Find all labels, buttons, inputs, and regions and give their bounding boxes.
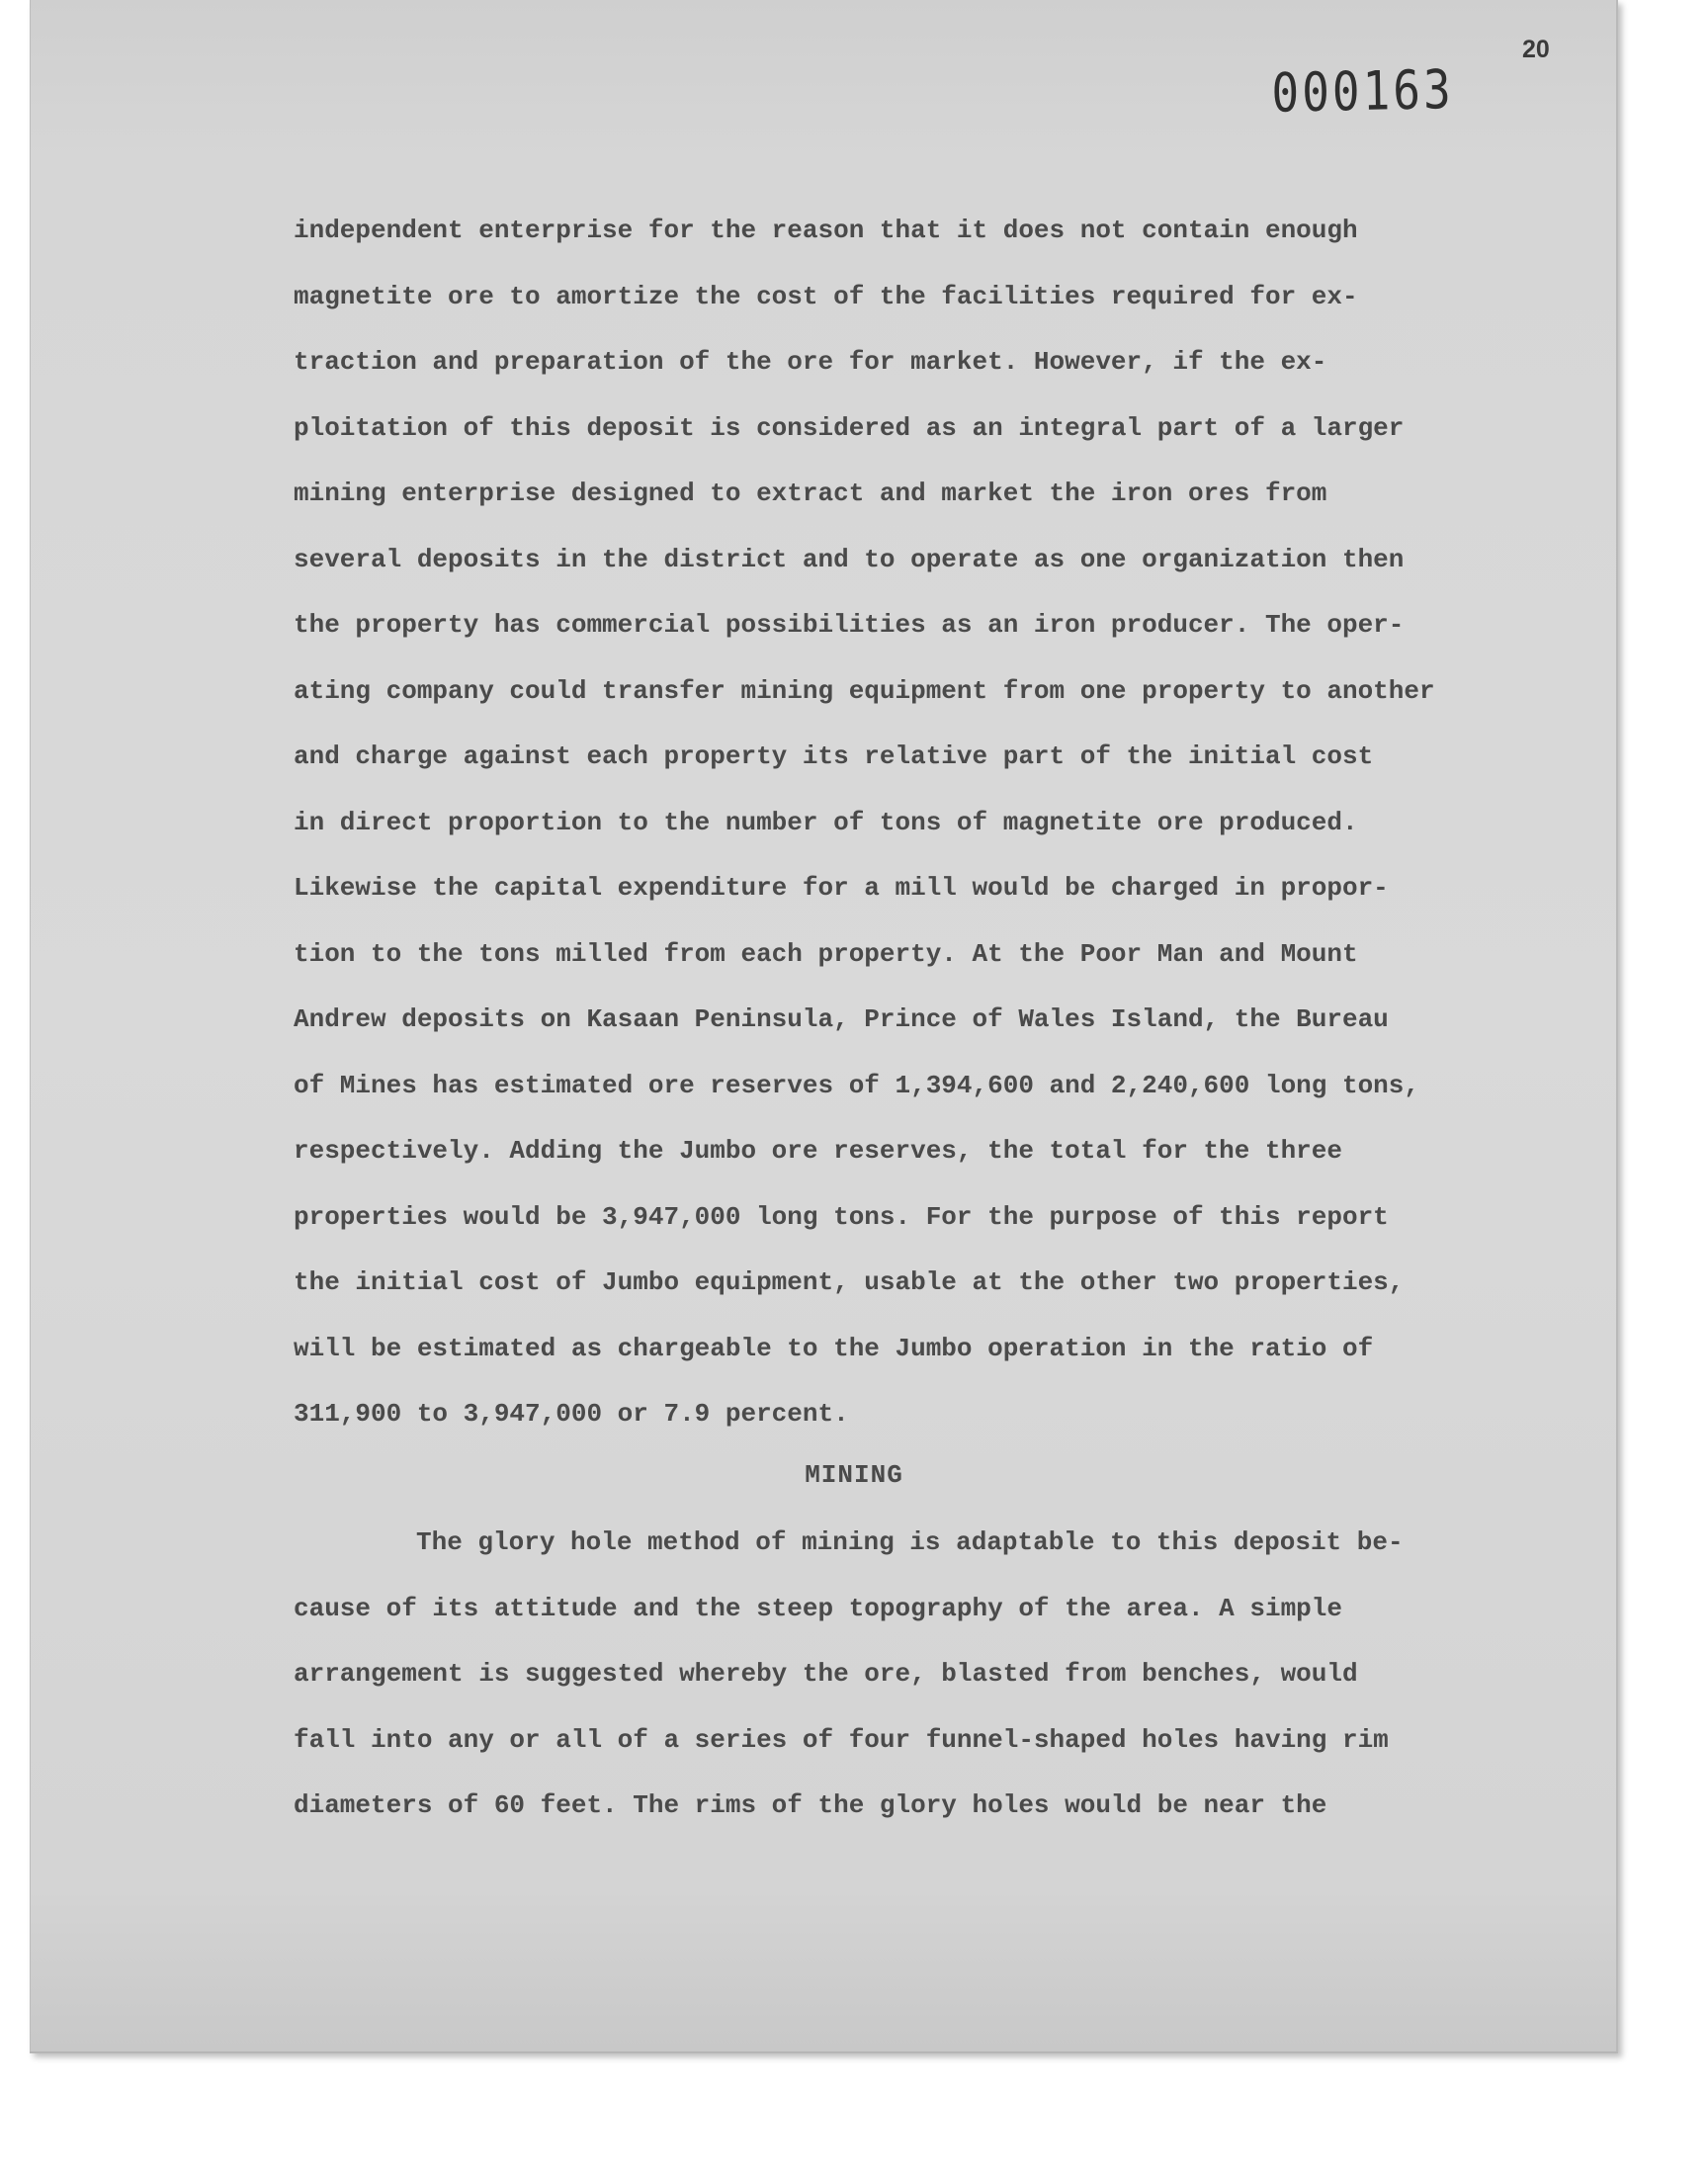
text-line: independent enterprise for the reason that it does not contain enough [294,216,1358,245]
text-line: and charge against each property its relative part of the initial cost [294,741,1374,771]
text-line: traction and preparation of the ore for market. However, if the ex- [294,347,1327,377]
page-number: 20 [1522,36,1550,63]
text-line: in direct proportion to the number of tons of magnetite ore produced. [294,807,1358,837]
text-line: Andrew deposits on Kasaan Peninsula, Prince of Wales Island, the Bureau [294,1004,1389,1034]
text-line: magnetite ore to amortize the cost of the facilities required for ex- [294,281,1358,311]
section-heading-mining: MINING [805,1460,903,1490]
text-line: mining enterprise designed to extract and market the iron ores from [294,478,1327,508]
text-line: ploitation of this deposit is considered as an integral part of a larger [294,412,1405,443]
text-line: the property has commercial possibilities as an iron producer. The oper- [294,610,1405,640]
text-line: will be estimated as chargeable to the Jumbo operation in the ratio of [294,1333,1374,1363]
text-line: arrangement is suggested whereby the ore, blasted from benches, would [294,1659,1358,1689]
text-line: The glory hole method of mining is adaptable to this deposit be- [416,1527,1404,1557]
text-line: properties would be 3,947,000 long tons. For the purpose of this report [294,1201,1389,1232]
document-stamp-number: 000163 [1271,57,1455,125]
text-line: the initial cost of Jumbo equipment, usable at the other two properties, [294,1267,1405,1297]
text-line: several deposits in the district and to operate as one organization then [294,544,1405,574]
text-line: respectively. Adding the Jumbo ore reserves, the total for the three [294,1136,1342,1166]
text-line: fall into any or all of a series of four funnel-shaped holes having rim [294,1724,1389,1755]
paragraph-mining [294,1510,1539,1839]
text-line: of Mines has estimated ore reserves of 1,394,600 and 2,240,600 long tons, [294,1070,1419,1100]
paragraph-intro [294,198,1539,1447]
text-line: 311,900 to 3,947,000 or 7.9 percent. [294,1399,849,1429]
text-line: ating company could transfer mining equipment from one property to another [294,675,1435,706]
text-line: Likewise the capital expenditure for a mill would be charged in propor- [294,873,1389,903]
text-line: cause of its attitude and the steep topography of the area. A simple [294,1593,1342,1623]
text-line: diameters of 60 feet. The rims of the glory holes would be near the [294,1790,1327,1820]
text-line: tion to the tons milled from each property. At the Poor Man and Mount [294,938,1358,969]
